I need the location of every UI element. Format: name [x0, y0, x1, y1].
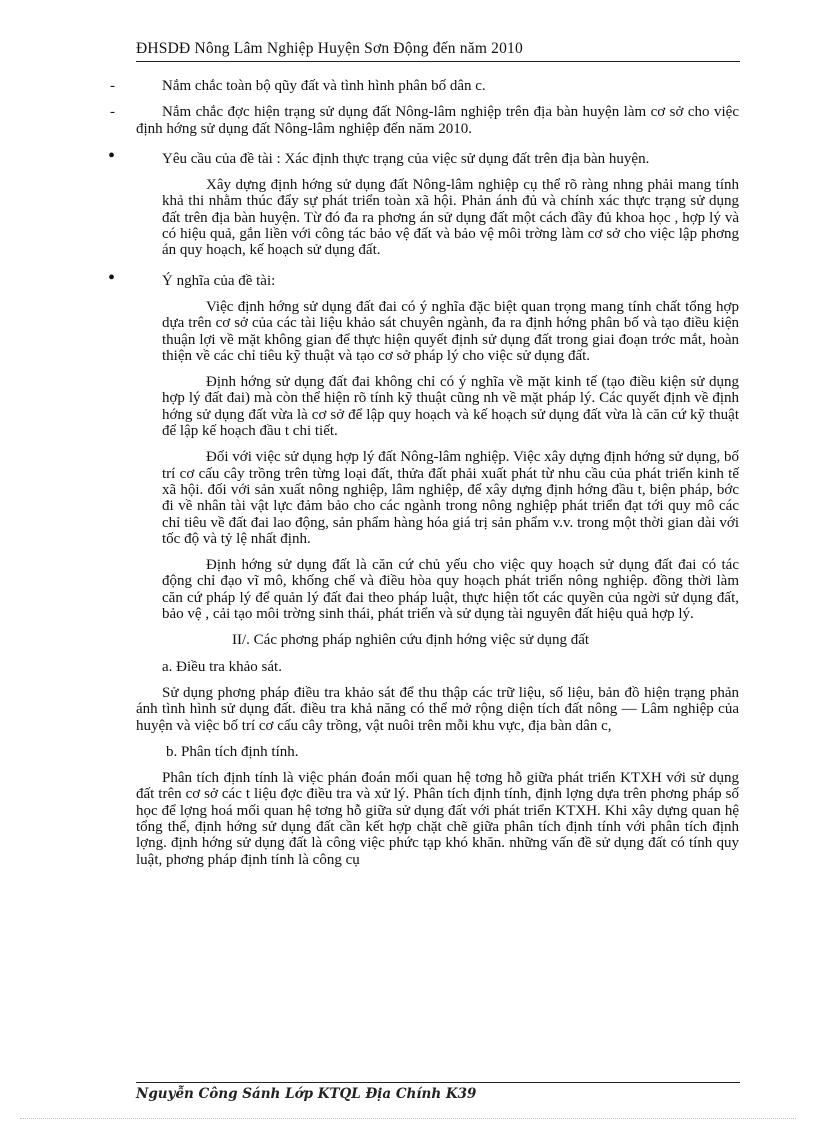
dash-marker: - [110, 78, 115, 94]
page-edge-divider [20, 1118, 796, 1119]
yeucau-lead: Yêu cầu của đề tài : Xác định thực trạng của việc sử dụng đất trên địa bàn huyện. [162, 150, 650, 167]
subsection-a-body: Sử dụng phơng pháp điều tra khảo sát để thu thập các trữ liệu, số liệu, bản đồ hiện trạng phản ánh tình hình sử dụng đất. điều tra khả năng có thể mở rộng diện tích đất nông — Lâm nghiệp của huyện và việc bố trí cơ cấu cây trồng, vật nuôi trên mỗi khu vực, địa bàn dân c, [136, 684, 739, 734]
ynghia-block [136, 299, 739, 622]
ynghia-paragraph: Định hớng sử dụng đất là căn cứ chủ yếu cho việc quy hoạch sử dụng đất đai có tác động chỉ đạo vĩ mô, khống chế và điều hòa quy hoạch phát triển nông nghiệp. đồng thời làm căn cứ pháp lý để quản lý đất đai theo pháp luật, thực hiện tốt các quyền của ngời sử dụng đất, bảo vệ , cải tạo môi trờng sinh thái, phát triển và sử dụng tài nguyên đất hiệu quả hợp lý. [162, 557, 739, 623]
page-footer [136, 1082, 740, 1102]
list-item [110, 104, 739, 137]
ynghia-lead: Ý nghĩa của đề tài: [162, 272, 276, 289]
yeucau-body: Xây dựng định hớng sử dụng đất Nông-lâm nghiệp cụ thể rõ ràng nhng phải mang tính khả thi nhằm thúc đẩy sự phát triển toàn xã hội. Phản ánh đủ và chính xác thực trạng sử dụng đất trên địa bàn huyện. Từ đó đa ra phơng án sử dụng đất một cách đầy đủ khoa học , hợp lý và có hiệu quả, gắn liền với công tác bảo vệ đất và bảo vệ môi trờng làm cơ sở cho việc lập phơng án quy hoạch, kế hoạch sử dụng đất. [162, 177, 739, 259]
dash-marker: - [110, 104, 115, 121]
intro-line-1: Nắm chắc toàn bộ qũy đất và tình hình phân bố dân c. [162, 78, 486, 94]
footer-author: Nguyễn Công Sánh Lớp KTQL Địa Chính K39 [136, 1086, 477, 1102]
bullet-icon: • [108, 144, 116, 167]
page-content [108, 78, 739, 878]
ynghia-paragraph: Việc định hớng sử dụng đất đai có ý nghĩa đặc biệt quan trọng mang tính chất tổng hợp dựa trên cơ sở của các tài liệu khảo sát chuyên ngành, đa ra định hớng phân bố và tạo điều kiện thuận lợi về mặt không gian để thực hiện quyết định sử dụng đất trong giai đoạn trớc mắt, hoàn thiện về các chỉ tiêu kỹ thuật và tạo cơ sở pháp lý cho việc sử dụng đất. [162, 298, 739, 364]
subsection-a-title: a. Điều tra khảo sát. [162, 658, 282, 675]
ynghia-paragraph: Định hớng sử dụng đất đai không chỉ có ý nghĩa về mặt kinh tế (tạo điều kiện sử dụng hợp lý đất đai) mà còn thể hiện rõ tính kỹ thuật cũng nh về mặt pháp lý. Các quyết định về định hớng sử dụng đất vừa là cơ sở để lập quy hoạch và kế hoạch sử dụng đất vừa là căn cứ kỹ thuật để lập kế hoạch đầu t chi tiết. [162, 374, 739, 440]
intro-line-2: Nắm chắc đợc hiện trạng sử dụng đất Nông-lâm nghiệp trên địa bàn huyện làm cơ sở cho việc định hớng sử dụng đất Nông-lâm nghiệp đến năm 2010. [136, 104, 739, 137]
ynghia-paragraph: Đối với việc sử dụng hợp lý đất Nông-lâm nghiệp. Việc xây dựng định hớng sử dụng, bố trí cơ cấu cây trồng trên từng loại đất, thửa đất phải xuất phát từ nhu cầu của phát triển kinh tế xã hội. đối với sản xuất nông nghiệp, lâm nghiệp, để xây dựng định hớng đầu t, biện pháp, bớc đi về nhân tài vật lực đảm bảo cho các ngành trong nông nghiệp phát triển đạt tới quy mô các chỉ tiêu về đất đai lao động, sản phẩm hàng hóa giá trị sản phẩm v.v. trong một thời gian dài với tốc độ và tỷ lệ nhất định. [162, 449, 739, 547]
page-header [136, 40, 740, 62]
subsection-b-title: b. Phân tích định tính. [166, 743, 299, 760]
list-item [110, 78, 739, 94]
bullet-item-ynghia [108, 266, 739, 289]
bullet-item-yeucau [108, 144, 739, 167]
section-heading: II/. Các phơng pháp nghiên cứu định hớng việc sử dụng đất [232, 632, 590, 649]
header-title: ĐHSDĐ Nông Lâm Nghiệp Huyện Sơn Động đến năm 2010 [136, 40, 523, 57]
yeucau-block [136, 177, 739, 258]
bullet-icon: • [108, 266, 116, 289]
subsection-b-body: Phân tích định tính là việc phán đoán mối quan hệ tơng hỗ giữa phát triển KTXH với sử dụng đất trên cơ sở các t liệu đợc điều tra và xử lý. Phân tích định tính, định lợng dựa trên phơng pháp số học để lợng hoá mối quan hệ tơng hỗ giữa sử dụng đất với phát triển KTXH. Khi xây dựng quan hệ tổng thể, định hớng sử dụng đất cần kết hợp chặt chẽ giữa phân tích định tính với phân tích định lợng. định hớng sử dụng đất là công việc phức tạp khó khăn. những vấn đề sử dụng đất có tính quy luật, phơng pháp định tính là công cụ [136, 770, 739, 868]
